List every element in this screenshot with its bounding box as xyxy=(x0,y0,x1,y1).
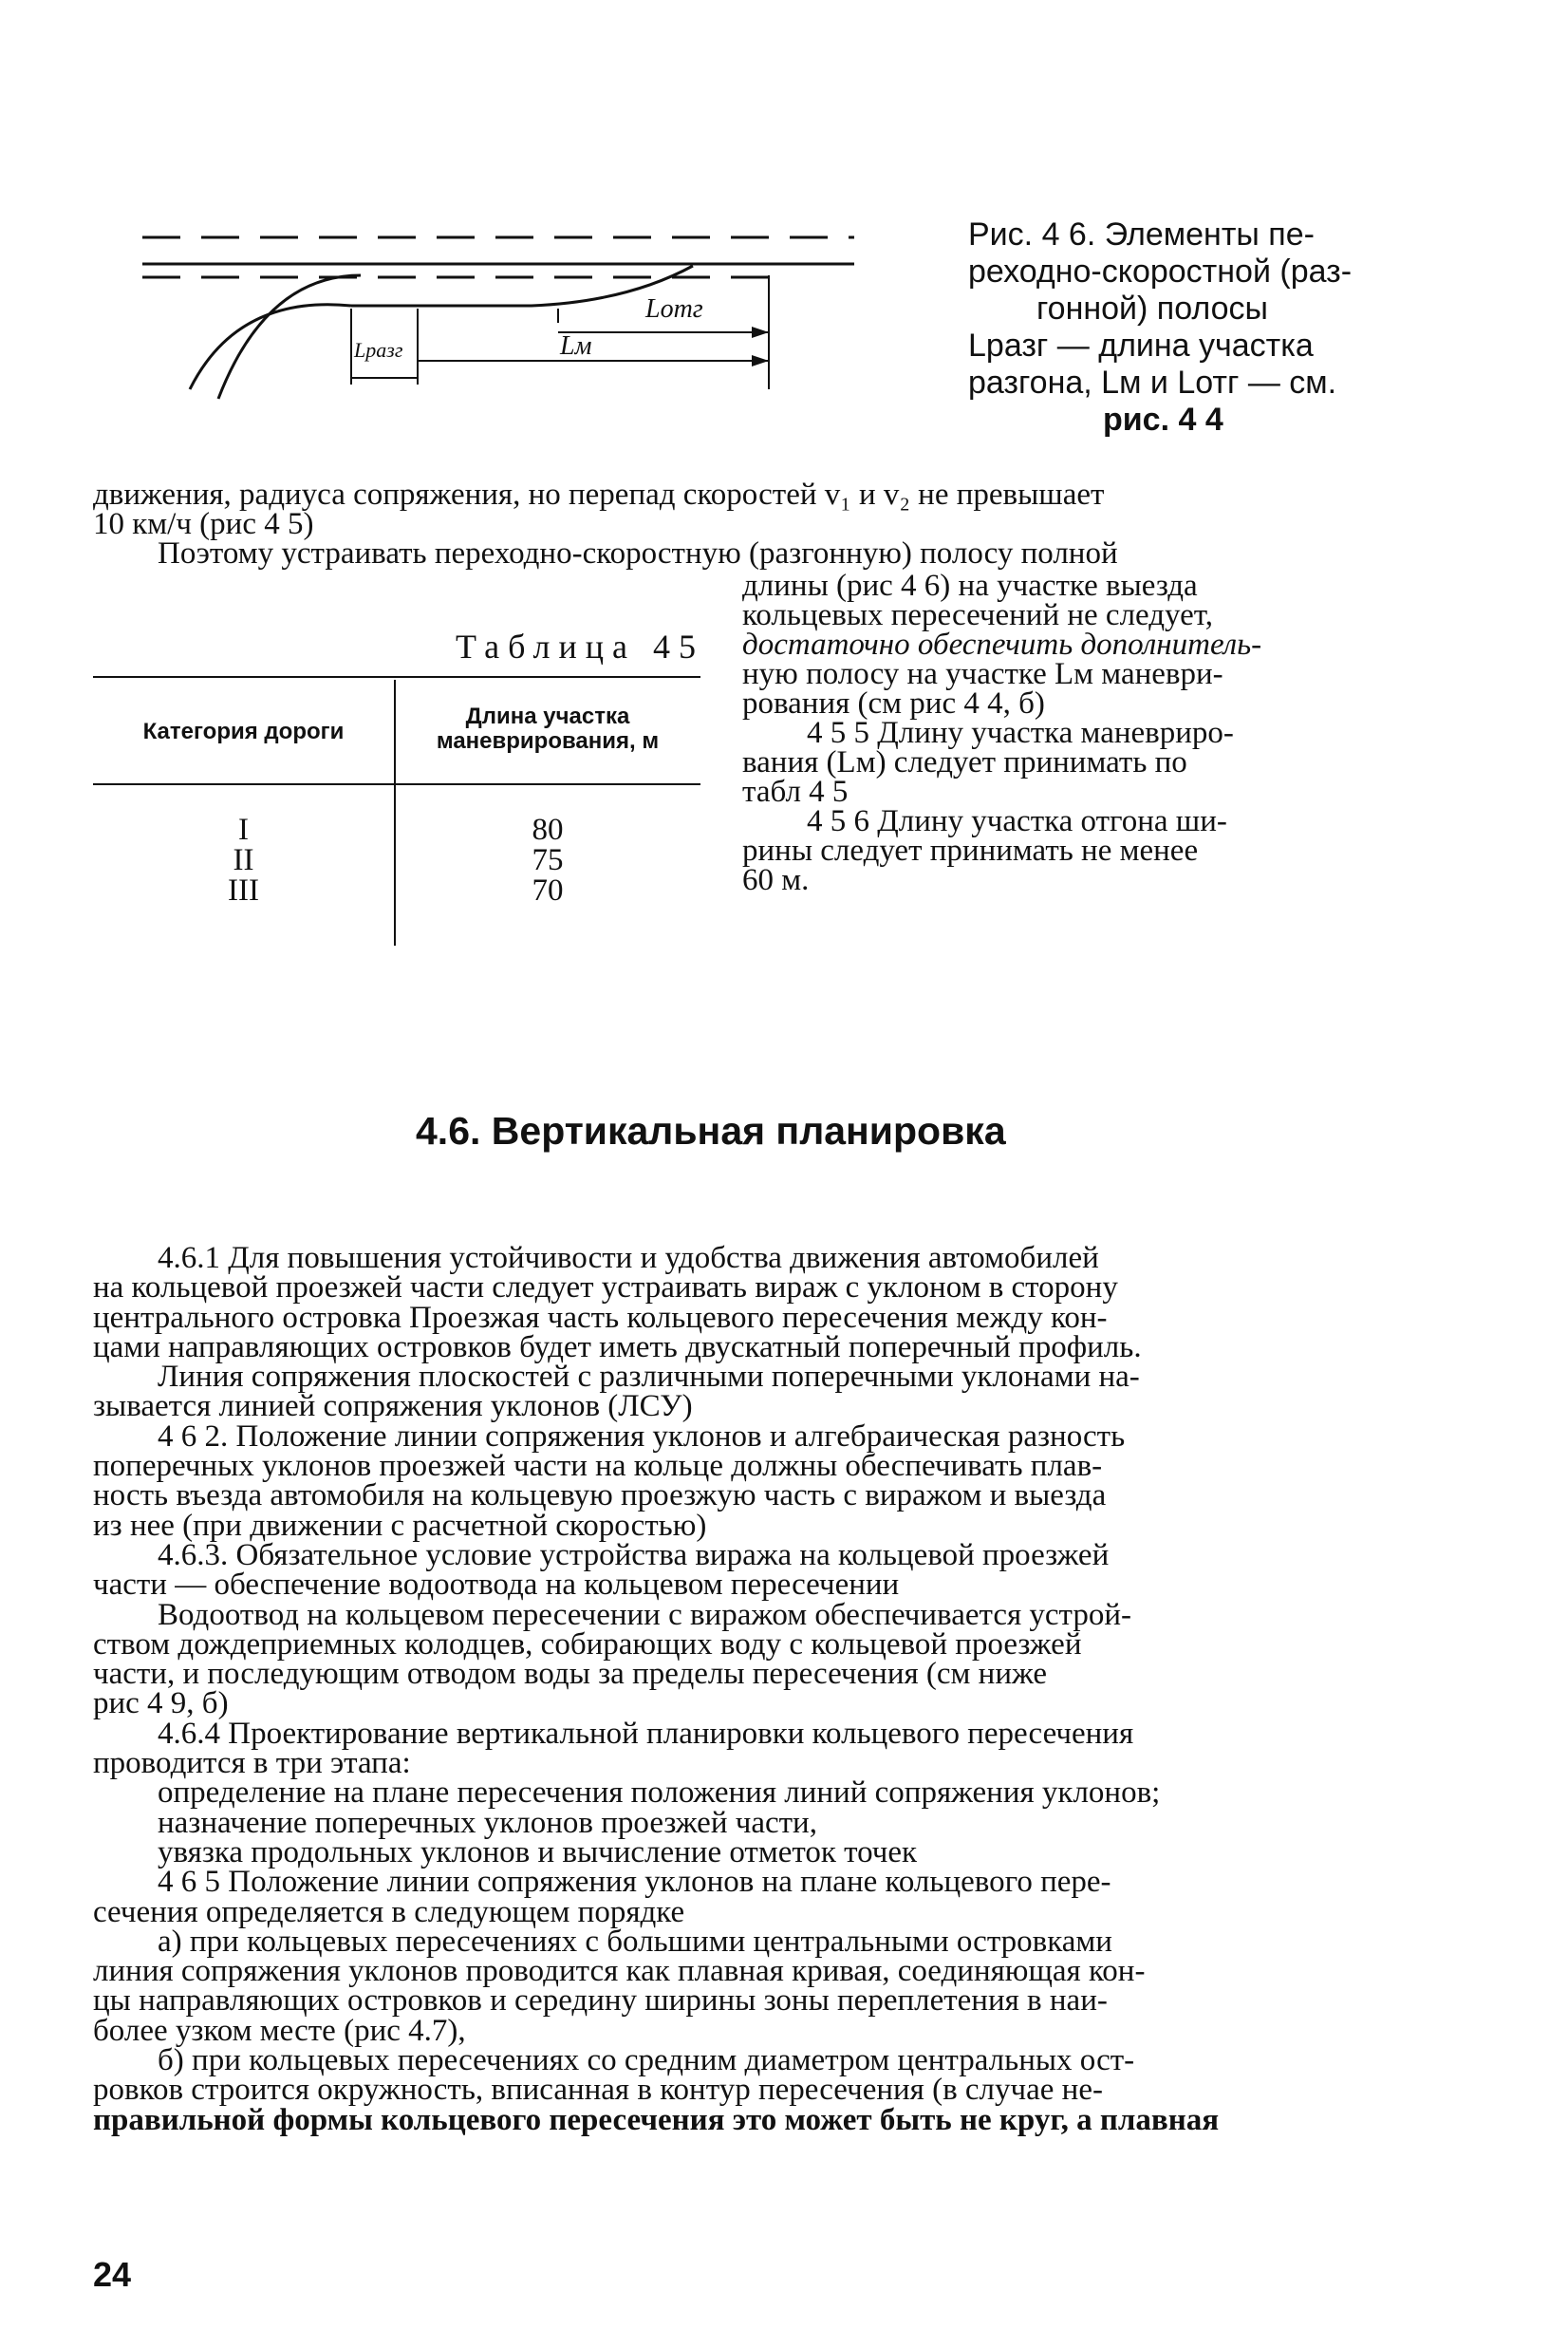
caption-line: Рис. 4 6. Элементы пе- xyxy=(968,216,1315,253)
text-line: поперечных уклонов проезжей части на кольце должны обеспечивать плав- xyxy=(93,1449,1103,1484)
text-line: линия сопряжения уклонов проводится как плавная кривая, соединяющая кон- xyxy=(93,1954,1146,1989)
text-line: рования (см рис 4 4, б) xyxy=(742,686,1045,721)
text-line: достаточно обеспечить дополнитель- xyxy=(742,628,1262,662)
text-line: части — обеспечение водоотвода на кольцевом пересечении xyxy=(93,1568,900,1603)
text-line: рис 4 9, б) xyxy=(93,1686,229,1721)
text-line: цы направляющих островков и середину ширины зоны переплетения в наи- xyxy=(93,1983,1108,2019)
table-cell: 80 xyxy=(532,813,564,847)
text-line: на кольцевой проезжей части следует устраивать вираж с уклоном в сторону xyxy=(93,1270,1118,1305)
table-header-category: Категория дороги xyxy=(142,719,345,744)
text-line: увязка продольных уклонов и вычисление отметок точек xyxy=(158,1834,918,1869)
text-line: Линия сопряжения плоскостей с различными поперечными уклонами на- xyxy=(158,1360,1140,1395)
caption-line: Lразг — длина участка xyxy=(968,328,1314,364)
table-cell: 75 xyxy=(532,843,564,877)
text-line: Поэтому устраивать переходно-скоростную (разгонную) полосу полной xyxy=(158,536,1118,571)
text-line: назначение поперечных уклонов проезжей части, xyxy=(158,1805,817,1840)
header-line: Длина участка xyxy=(465,704,630,729)
table-column-category xyxy=(93,815,394,906)
figure-caption xyxy=(968,216,1386,439)
text-line: сечения определяется в следующем порядке xyxy=(93,1894,685,1929)
text-line: 4.6.1 Для повышения устойчивости и удобства движения автомобилей xyxy=(158,1241,1099,1275)
text-line: 4 6 5 Положение линии сопряжения уклонов на плане кольцевого пере- xyxy=(158,1865,1111,1900)
section-heading: 4.6. Вертикальная планировка xyxy=(416,1109,1006,1153)
table-column-length xyxy=(396,815,700,906)
caption-line: реходно-скоростной (раз- xyxy=(968,254,1353,290)
text-line: 10 км/ч (рис 4 5) xyxy=(93,507,314,541)
text-line: 4 6 2. Положение линии сопряжения уклонов и алгебраическая разность xyxy=(158,1418,1126,1454)
text-line: 4 5 6 Длину участка отгона ши- xyxy=(807,804,1227,838)
text-line: Водоотвод на кольцевом пересечении с виражом обеспечивается устрой- xyxy=(158,1597,1132,1632)
text-line: части, и последующим отводом воды за пределы пересечения (см ниже xyxy=(93,1657,1048,1692)
table-header-rule xyxy=(93,783,700,785)
caption-line: рис. 4 4 xyxy=(1103,402,1223,438)
text-line: 4.6.3. Обязательное условие устройства виража на кольцевой проезжей xyxy=(158,1537,1110,1572)
text-line: 4 5 5 Длину участка маневриро- xyxy=(807,716,1234,750)
intro-paragraph xyxy=(93,480,1384,569)
table-cell: II xyxy=(233,843,254,877)
text-line: ровков строится окружность, вписанная в контур пересечения (в случае не- xyxy=(93,2073,1103,2108)
label-m: Lм xyxy=(560,331,592,361)
text-line: ную полосу на участке Lм маневри- xyxy=(742,657,1223,691)
text-line: проводится в три этапа: xyxy=(93,1746,411,1781)
text-line: правильной формы кольцевого пересечения это может быть не круг, а плавная xyxy=(93,2102,1220,2137)
text-line: рины следует принимать не менее xyxy=(742,834,1199,868)
table-cell: I xyxy=(238,813,249,847)
table-title: Таблица 45 xyxy=(456,628,704,666)
text-line: 60 м. xyxy=(742,863,810,897)
text-line: зывается линией сопряжения уклонов (ЛСУ) xyxy=(93,1389,693,1424)
ramp-curve-inner xyxy=(218,275,361,399)
main-text xyxy=(93,1241,1386,2137)
caption-line: гонной) полосы xyxy=(1036,291,1268,327)
right-column-text xyxy=(742,569,1388,897)
figure-transition-lane-diagram xyxy=(133,218,873,408)
text-line: а) при кольцевых пересечениях с большими центральными островками xyxy=(158,1924,1112,1959)
text-line: более узком месте (рис 4.7), xyxy=(93,2013,466,2048)
header-line: маневрирования, м xyxy=(436,728,660,754)
text-line: из нее (при движении с расчетной скоростью) xyxy=(93,1508,707,1543)
text-line: б) при кольцевых пересечениях со средним диаметром центральных ост- xyxy=(158,2043,1135,2078)
text-line: 4.6.4 Проектирование вертикальной планировки кольцевого пересечения xyxy=(158,1716,1134,1751)
caption-line: разгона, Lм и Lотг — см. xyxy=(968,365,1337,401)
table-top-rule xyxy=(93,676,700,678)
table-header-length xyxy=(396,704,700,754)
text-line: ность въезда автомобиля на кольцевую проезжую часть с виражом и выезда xyxy=(93,1478,1107,1513)
text-line: центрального островка Проезжая часть кольцевого пересечения между кон- xyxy=(93,1300,1108,1335)
text-line: цами направляющих островков будет иметь двускатный поперечный профиль. xyxy=(93,1329,1142,1364)
text-line: кольцевых пересечений не следует, xyxy=(742,598,1213,632)
table-cell: III xyxy=(228,873,259,908)
text-line: табл 4 5 xyxy=(742,775,849,809)
table-cell: 70 xyxy=(532,873,564,908)
text-line: длины (рис 4 6) на участке выезда xyxy=(742,569,1198,603)
label-razg: Lразг xyxy=(354,338,403,362)
lane-taper-line xyxy=(351,266,693,306)
text-line: движения, радиуса сопряжения, но перепад скоростей v₁ и v₂ не превышает xyxy=(93,478,1105,512)
label-otg: Lотг xyxy=(645,294,703,324)
text-line: ством дождеприемных колодцев, собирающих воду с кольцевой проезжей xyxy=(93,1626,1082,1662)
ramp-curve-outer xyxy=(190,305,351,389)
text-line: вания (Lм) следует принимать по xyxy=(742,745,1187,779)
page-number: 24 xyxy=(93,2255,132,2294)
text-line: определение на плане пересечения положения линий сопряжения уклонов; xyxy=(158,1775,1161,1811)
